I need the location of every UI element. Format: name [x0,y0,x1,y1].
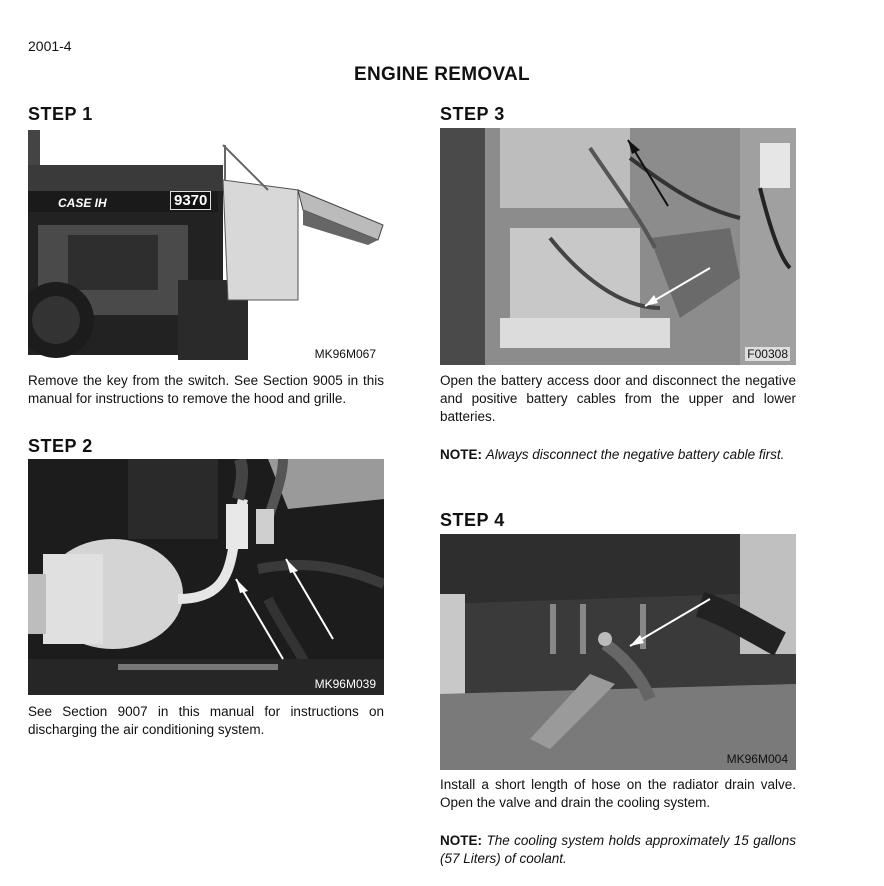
step-3-note [440,446,796,464]
ac-compressor-image [28,459,384,695]
step-4-note [440,832,796,868]
tractor-model-decal: 9370 [170,191,211,210]
step-2-caption: See Section 9007 in this manual for instructions on discharging the air conditioning system. [28,704,384,737]
page-code: 2001-4 [28,38,72,54]
step-4-photo [440,534,796,770]
step-3-heading: STEP 3 [440,104,505,124]
step-3-photo [440,128,796,365]
step-1-heading: STEP 1 [28,104,93,124]
step-2-photo [28,459,384,695]
step-2-heading: STEP 2 [28,436,93,456]
tractor-hood-open-image [28,130,384,365]
step-1-caption: Remove the key from the switch. See Section 9005 in this manual for instructions to remove the hood and grille. [28,373,384,406]
radiator-drain-valve-image [440,534,796,770]
figure-id: MK96M039 [314,677,376,691]
note-text: The cooling system holds approximately 15 gallons (57 Liters) of coolant. [440,833,796,866]
step-4-heading: STEP 4 [440,510,505,530]
figure-id: MK96M067 [314,347,376,361]
step-1-photo [28,130,384,365]
note-text: Always disconnect the negative battery cable first. [485,447,785,462]
note-label: NOTE: [440,833,482,848]
page-title: ENGINE REMOVAL [354,64,530,85]
step-3-caption: Open the battery access door and disconnect the negative and positive battery cables from the upper and lower batteries. [440,373,796,424]
battery-cables-image [440,128,796,365]
figure-id: MK96M004 [726,752,788,766]
figure-id: F00308 [747,347,788,361]
step-4-caption: Install a short length of hose on the radiator drain valve. Open the valve and drain the cooling system. [440,777,796,810]
tractor-brand-decal: CASE IH [58,196,107,210]
note-label: NOTE: [440,447,482,462]
